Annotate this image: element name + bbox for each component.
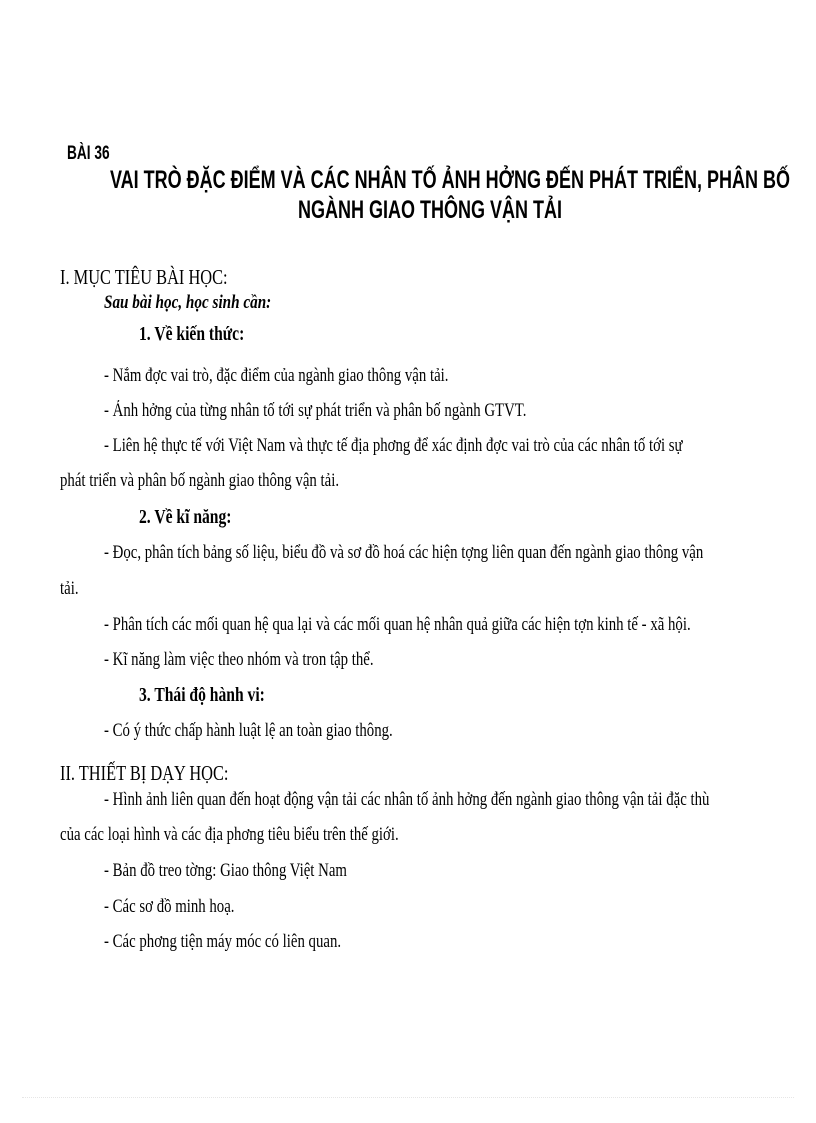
knowledge-item-1: - Nắm đợc vai trò, đặc điểm của ngành giao thông vận tải.: [104, 365, 449, 386]
subheading-attitude: 3. Thái độ hành vi:: [139, 684, 265, 706]
equipment-item-1-cont: của các loại hình và các địa phơng tiêu biểu trên thế giới.: [60, 824, 399, 845]
skills-item-1-cont: tải.: [60, 578, 79, 599]
title-line-1: VAI TRÒ ĐẶC ĐIỂM VÀ CÁC NHÂN TỐ ẢNH HỞNG ĐẾN PHÁT TRIỂN, PHÂN BỐ: [110, 166, 791, 194]
knowledge-item-3: - Liên hệ thực tế với Việt Nam và thực tế địa phơng để xác định đợc vai trò của các nhân tố tới sự: [104, 435, 683, 456]
skills-item-1: - Đọc, phân tích bảng số liệu, biểu đồ và sơ đồ hoá các hiện tợng liên quan đến ngành giao thông vận: [104, 542, 704, 563]
attitude-item-1: - Có ý thức chấp hành luật lệ an toàn giao thông.: [104, 720, 393, 741]
equipment-item-2: - Bản đồ treo tờng: Giao thông Việt Nam: [104, 860, 347, 881]
objectives-intro: Sau bài học, học sinh cần:: [104, 292, 272, 313]
title-line-2: NGÀNH GIAO THÔNG VẬN TẢI: [298, 196, 563, 224]
equipment-item-3: - Các sơ đồ minh hoạ.: [104, 896, 235, 917]
equipment-item-4: - Các phơng tiện máy móc có liên quan.: [104, 931, 342, 952]
lesson-number: BÀI 36: [67, 143, 110, 164]
section-heading-equipment: II. THIẾT BỊ DẠY HỌC:: [60, 761, 229, 785]
subheading-skills: 2. Về kĩ năng:: [139, 506, 232, 528]
skills-item-2: - Phân tích các mối quan hệ qua lại và các mối quan hệ nhân quả giữa các hiện tợn kinh tế - xã hội.: [104, 614, 691, 635]
knowledge-item-2: - Ảnh hởng của từng nhân tố tới sự phát triển và phân bố ngành GTVT.: [104, 400, 527, 421]
footer-divider: [22, 1097, 794, 1098]
knowledge-item-3-cont: phát triển và phân bố ngành giao thông vận tải.: [60, 470, 340, 491]
equipment-item-1: - Hình ảnh liên quan đến hoạt động vận tải các nhân tố ảnh hởng đến ngành giao thông vận tải đặc thù: [104, 789, 710, 810]
section-heading-objectives: I. MỤC TIÊU BÀI HỌC:: [60, 265, 228, 289]
subheading-knowledge: 1. Về kiến thức:: [139, 323, 245, 345]
skills-item-3: - Kĩ năng làm việc theo nhóm và tron tập thể.: [104, 649, 374, 670]
